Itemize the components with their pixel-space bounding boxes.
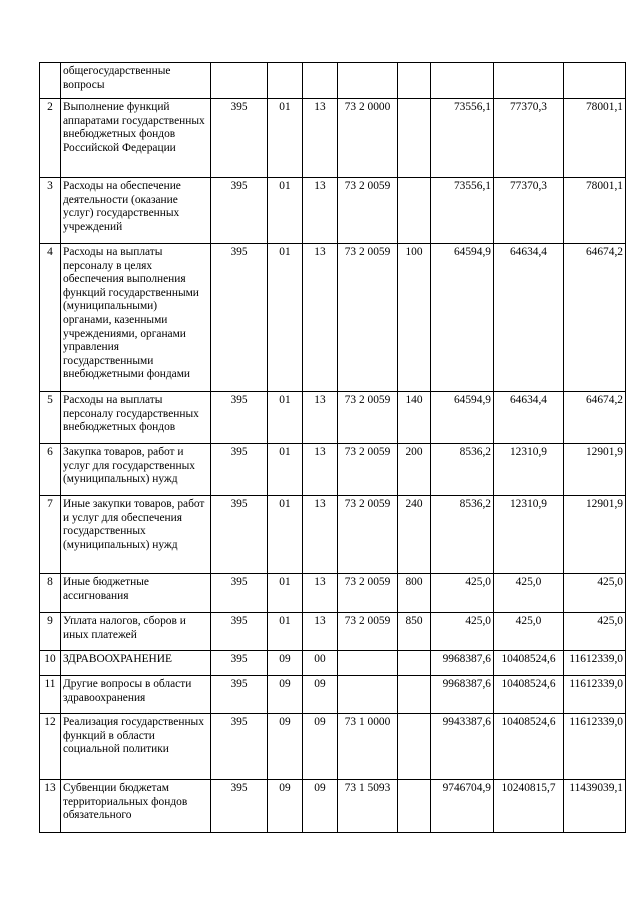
amount-year-2: 10408524,6 xyxy=(494,676,564,714)
ved-code: 395 xyxy=(211,574,268,613)
row-name: Закупка товаров, работ и услуг для государственных (муниципальных) нужд xyxy=(61,444,211,496)
pr-code: 09 xyxy=(303,780,338,833)
amount-year-3: 78001,1 xyxy=(564,99,626,178)
amount-year-2: 12310,9 xyxy=(494,444,564,496)
pr-code: 09 xyxy=(303,676,338,714)
amount-year-1: 8536,2 xyxy=(431,496,494,574)
table-row xyxy=(40,613,626,651)
table-body xyxy=(40,63,626,833)
amount-year-1: 64594,9 xyxy=(431,244,494,392)
table-row xyxy=(40,63,626,99)
ved-code: 395 xyxy=(211,244,268,392)
csr-code: 73 2 0000 xyxy=(338,99,398,178)
pr-code: 13 xyxy=(303,496,338,574)
row-name: Субвенции бюджетам территориальных фондов обязательного xyxy=(61,780,211,833)
amount-year-3: 11612339,0 xyxy=(564,714,626,780)
row-name: Другие вопросы в области здравоохранения xyxy=(61,676,211,714)
amount-year-1: 425,0 xyxy=(431,613,494,651)
rz-code: 01 xyxy=(268,392,303,444)
row-name: Расходы на выплаты персоналу государственных внебюджетных фондов xyxy=(61,392,211,444)
budget-table xyxy=(39,62,626,833)
table-row xyxy=(40,99,626,178)
rz-code: 01 xyxy=(268,444,303,496)
amount-year-1: 9968387,6 xyxy=(431,651,494,676)
csr-code: 73 2 0059 xyxy=(338,392,398,444)
vr-code xyxy=(398,63,431,99)
amount-year-3: 11612339,0 xyxy=(564,676,626,714)
row-name: Расходы на обеспечение деятельности (оказание услуг) государственных учреждений xyxy=(61,178,211,244)
amount-year-3: 12901,9 xyxy=(564,444,626,496)
ved-code: 395 xyxy=(211,178,268,244)
ved-code: 395 xyxy=(211,780,268,833)
ved-code: 395 xyxy=(211,676,268,714)
row-number: 10 xyxy=(40,651,61,676)
row-number: 6 xyxy=(40,444,61,496)
vr-code xyxy=(398,676,431,714)
amount-year-2: 77370,3 xyxy=(494,178,564,244)
pr-code: 13 xyxy=(303,574,338,613)
ved-code: 395 xyxy=(211,651,268,676)
vr-code xyxy=(398,651,431,676)
amount-year-1: 9943387,6 xyxy=(431,714,494,780)
amount-year-2: 77370,3 xyxy=(494,99,564,178)
ved-code: 395 xyxy=(211,99,268,178)
rz-code: 09 xyxy=(268,676,303,714)
row-name: Реализация государственных функций в области социальной политики xyxy=(61,714,211,780)
amount-year-2: 425,0 xyxy=(494,613,564,651)
vr-code xyxy=(398,178,431,244)
row-number: 3 xyxy=(40,178,61,244)
pr-code xyxy=(303,63,338,99)
table-row xyxy=(40,244,626,392)
row-number: 13 xyxy=(40,780,61,833)
rz-code: 09 xyxy=(268,714,303,780)
rz-code: 01 xyxy=(268,99,303,178)
amount-year-3: 12901,9 xyxy=(564,496,626,574)
ved-code: 395 xyxy=(211,613,268,651)
row-name: Иные закупки товаров, работ и услуг для обеспечения государственных (муниципальных) нужд xyxy=(61,496,211,574)
row-name: Выполнение функций аппаратами государственных внебюджетных фондов Российской Федерации xyxy=(61,99,211,178)
pr-code: 13 xyxy=(303,178,338,244)
csr-code: 73 2 0059 xyxy=(338,244,398,392)
row-number: 5 xyxy=(40,392,61,444)
amount-year-1 xyxy=(431,63,494,99)
amount-year-2 xyxy=(494,63,564,99)
row-number: 8 xyxy=(40,574,61,613)
row-number: 7 xyxy=(40,496,61,574)
ved-code: 395 xyxy=(211,496,268,574)
pr-code: 00 xyxy=(303,651,338,676)
row-name: Иные бюджетные ассигнования xyxy=(61,574,211,613)
rz-code: 09 xyxy=(268,651,303,676)
ved-code: 395 xyxy=(211,714,268,780)
amount-year-3: 78001,1 xyxy=(564,178,626,244)
amount-year-3: 64674,2 xyxy=(564,244,626,392)
vr-code: 200 xyxy=(398,444,431,496)
ved-code xyxy=(211,63,268,99)
table-row xyxy=(40,444,626,496)
rz-code: 01 xyxy=(268,244,303,392)
row-name: Расходы на выплаты персоналу в целях обеспечения выполнения функций государственными (муниципальными) органами, казенными учреждениями, органами управления государственными внебюджетными фондами xyxy=(61,244,211,392)
amount-year-1: 64594,9 xyxy=(431,392,494,444)
csr-code: 73 2 0059 xyxy=(338,613,398,651)
amount-year-2: 10240815,7 xyxy=(494,780,564,833)
ved-code: 395 xyxy=(211,444,268,496)
amount-year-1: 425,0 xyxy=(431,574,494,613)
table-row xyxy=(40,651,626,676)
vr-code: 800 xyxy=(398,574,431,613)
table-row xyxy=(40,780,626,833)
vr-code xyxy=(398,99,431,178)
pr-code: 13 xyxy=(303,613,338,651)
rz-code xyxy=(268,63,303,99)
pr-code: 13 xyxy=(303,444,338,496)
amount-year-2: 10408524,6 xyxy=(494,651,564,676)
csr-code: 73 2 0059 xyxy=(338,496,398,574)
table-row xyxy=(40,392,626,444)
csr-code: 73 2 0059 xyxy=(338,178,398,244)
table-row xyxy=(40,178,626,244)
amount-year-3: 11612339,0 xyxy=(564,651,626,676)
amount-year-2: 10408524,6 xyxy=(494,714,564,780)
rz-code: 01 xyxy=(268,496,303,574)
amount-year-2: 64634,4 xyxy=(494,392,564,444)
vr-code: 850 xyxy=(398,613,431,651)
row-number: 4 xyxy=(40,244,61,392)
amount-year-3: 64674,2 xyxy=(564,392,626,444)
row-number: 12 xyxy=(40,714,61,780)
amount-year-1: 9968387,6 xyxy=(431,676,494,714)
row-name: общегосударственные вопросы xyxy=(61,63,211,99)
pr-code: 13 xyxy=(303,392,338,444)
amount-year-1: 73556,1 xyxy=(431,99,494,178)
pr-code: 13 xyxy=(303,244,338,392)
amount-year-3: 11439039,1 xyxy=(564,780,626,833)
csr-code xyxy=(338,651,398,676)
row-name: Уплата налогов, сборов и иных платежей xyxy=(61,613,211,651)
vr-code: 140 xyxy=(398,392,431,444)
csr-code xyxy=(338,676,398,714)
rz-code: 01 xyxy=(268,574,303,613)
row-number: 2 xyxy=(40,99,61,178)
vr-code: 240 xyxy=(398,496,431,574)
csr-code: 73 1 5093 xyxy=(338,780,398,833)
rz-code: 09 xyxy=(268,780,303,833)
row-number xyxy=(40,63,61,99)
amount-year-3 xyxy=(564,63,626,99)
table-row xyxy=(40,496,626,574)
table-row xyxy=(40,574,626,613)
amount-year-1: 8536,2 xyxy=(431,444,494,496)
amount-year-2: 12310,9 xyxy=(494,496,564,574)
table-row xyxy=(40,676,626,714)
vr-code xyxy=(398,780,431,833)
pr-code: 09 xyxy=(303,714,338,780)
row-number: 9 xyxy=(40,613,61,651)
ved-code: 395 xyxy=(211,392,268,444)
csr-code: 73 1 0000 xyxy=(338,714,398,780)
row-name: ЗДРАВООХРАНЕНИЕ xyxy=(61,651,211,676)
amount-year-1: 9746704,9 xyxy=(431,780,494,833)
row-number: 11 xyxy=(40,676,61,714)
rz-code: 01 xyxy=(268,178,303,244)
csr-code xyxy=(338,63,398,99)
amount-year-1: 73556,1 xyxy=(431,178,494,244)
amount-year-2: 64634,4 xyxy=(494,244,564,392)
rz-code: 01 xyxy=(268,613,303,651)
pr-code: 13 xyxy=(303,99,338,178)
csr-code: 73 2 0059 xyxy=(338,574,398,613)
table-row xyxy=(40,714,626,780)
amount-year-3: 425,0 xyxy=(564,574,626,613)
amount-year-2: 425,0 xyxy=(494,574,564,613)
csr-code: 73 2 0059 xyxy=(338,444,398,496)
vr-code xyxy=(398,714,431,780)
vr-code: 100 xyxy=(398,244,431,392)
amount-year-3: 425,0 xyxy=(564,613,626,651)
